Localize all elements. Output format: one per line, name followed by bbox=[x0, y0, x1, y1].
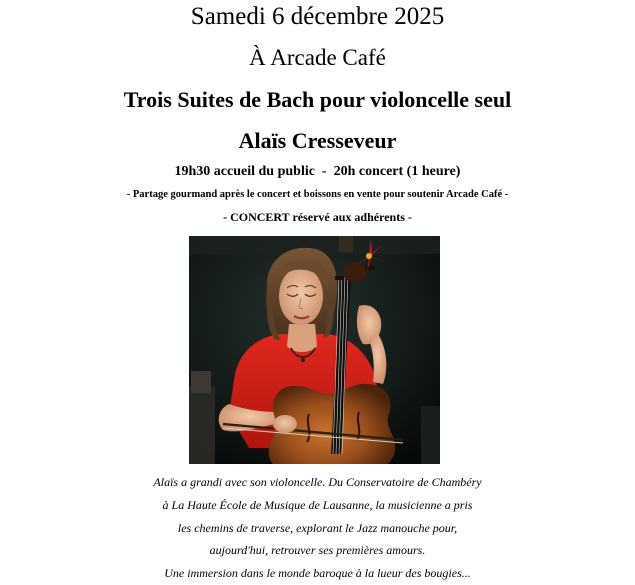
bio-line: les chemins de traverse, explorant le Jazz manouche pour, bbox=[177, 520, 458, 535]
cellist-photo bbox=[189, 236, 440, 464]
bio-line: aujourd'hui, retrouver ses premières amours. bbox=[209, 543, 426, 558]
event-schedule: 19h30 accueil du public - 20h concert (1 heure) bbox=[174, 164, 461, 179]
event-date: Samedi 6 décembre 2025 bbox=[190, 3, 445, 30]
bio-line: à La Haute École de Musique de Lausanne, la musicienne a pris bbox=[162, 497, 473, 512]
bio-line: Alaïs a grandi avec son violoncelle. Du Conservatoire de Chambéry bbox=[153, 475, 482, 489]
event-note: - Partage gourmand après le concert et boissons en vente pour soutenir Arcade Café - bbox=[126, 189, 509, 200]
artist-name: Alaïs Cresseveur bbox=[238, 128, 397, 153]
event-venue: À Arcade Café bbox=[249, 45, 386, 70]
bio-line: Une immersion dans le monde baroque à la lueur des bougies... bbox=[164, 566, 471, 581]
event-title: Trois Suites de Bach pour violoncelle seul bbox=[123, 87, 512, 112]
members-only-notice: - CONCERT réservé aux adhérents - bbox=[223, 210, 412, 224]
artist-bio bbox=[0, 471, 635, 585]
